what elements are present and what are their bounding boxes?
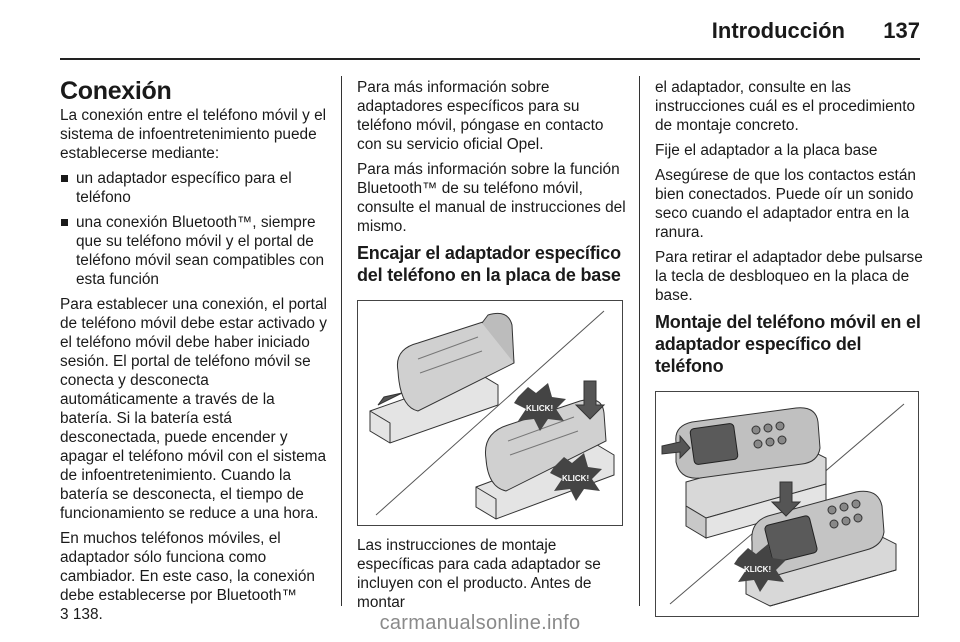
heading-conexion: Conexión [60, 77, 172, 105]
heading-montaje-telefono: Montaje del teléfono móvil en el adaptador específico del teléfono [655, 312, 921, 376]
klick-label: KLICK! [562, 474, 590, 483]
paragraph: En muchos teléfonos móviles, el adaptador sólo funciona como cambiador. En este caso, la conexión debe establecerse por Bluetooth™ 3 138. [60, 530, 315, 623]
paragraph: Para más información sobre adaptadores específicos para su teléfono móvil, póngase en contacto con su servicio oficial Opel. [357, 79, 604, 153]
adapter-base-figure [357, 300, 623, 526]
watermark: carmanualsonline.info [379, 612, 581, 634]
column-1 [60, 76, 328, 630]
list-item: una conexión Bluetooth™, siempre que su teléfono móvil y el portal de teléfono móvil sean compatibles con esta función [60, 213, 328, 289]
paragraph: Asegúrese de que los contactos están bien conectados. Puede oír un sonido seco cuando el adaptador entra en la ranura. [655, 167, 916, 241]
heading-encajar-adaptador: Encajar el adaptador específico del teléfono en la placa de base [357, 243, 621, 285]
paragraph: Para establecer una conexión, el portal de teléfono móvil debe estar activado y el teléfono móvil debe haber iniciado sesión. El portal de teléfono móvil se conecta y desconecta automáticamente a través de la batería. Si la batería está desconectada, puede encender y apagar el teléfono móvil con el sistema de infoentretenimiento. Cuando la batería se desconecta, el tiempo de funcionamiento se reduce a una hora. [60, 296, 327, 522]
phone-mount-figure [655, 391, 919, 617]
paragraph: Las instrucciones de montaje específicas para cada adaptador se incluyen con el producto. Antes de montar [357, 537, 601, 611]
column-2 [357, 78, 627, 618]
paragraph: Fije el adaptador a la placa base [655, 142, 878, 159]
page-number: 137 [883, 18, 920, 43]
paragraph: el adaptador, consulte en las instrucciones cuál es el procedimiento de montaje concreto. [655, 79, 916, 134]
bullet-icon [61, 175, 68, 182]
page-header [0, 0, 960, 62]
paragraph: Para más información sobre la función Bluetooth™ de su teléfono móvil, consulte el manual de instrucciones del mismo. [357, 161, 626, 235]
klick-label: KLICK! [526, 404, 554, 413]
bullet-icon [61, 219, 68, 226]
column-3 [655, 78, 923, 617]
column-divider [341, 76, 342, 606]
column-divider [639, 76, 640, 606]
connection-list [60, 169, 328, 289]
list-item: un adaptador específico para el teléfono [60, 169, 328, 207]
intro-paragraph: La conexión entre el teléfono móvil y el sistema de infoentretenimiento puede establecerse mediante: [60, 107, 327, 162]
paragraph: Para retirar el adaptador debe pulsarse la tecla de desbloqueo en la placa de base. [655, 249, 923, 304]
section-title: Introducción [711, 18, 845, 43]
page-reference-link[interactable]: 3 138. [60, 606, 103, 623]
klick-label: KLICK! [744, 565, 772, 574]
header-rule [60, 58, 920, 60]
